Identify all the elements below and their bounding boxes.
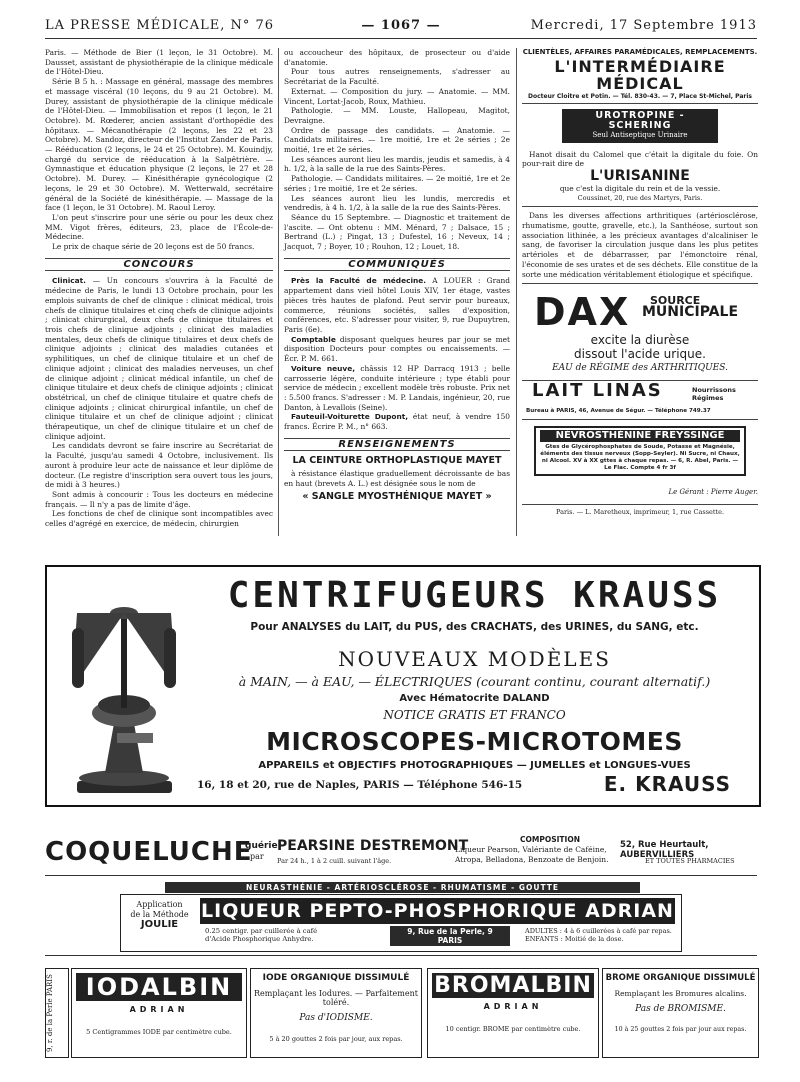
- iodalbin-name: IODALBIN: [76, 973, 242, 1001]
- ceinture-text: à résistance élastique graduellement décroissante de bas en haut (brevets A. L.) est désignée sous le nom de: [284, 469, 510, 488]
- ad-urisanine-address: Coussinet, 20, rue des Martyrs, Paris.: [577, 193, 703, 202]
- communique-text: A LOUER : Grand appartement dans vieil hôtel Louis XIV, 1er étage, vastes pièces très hautes de plafond. Peut servir pour bureaux, commerce, réunions sociétés, salles d'exposition, conférences, etc. S'adresser pour visiter, 9, rue Dupuytren, Paris (6e).: [284, 276, 510, 334]
- jury-line: Les séances auront lieu les lundis, mercredis et vendredis, à 4 h. 1/2, à la salle de la rue des Saints-Pères.: [284, 193, 510, 213]
- ad-intermediaire: [522, 48, 758, 104]
- bromalbin-adrian: ADRIAN: [483, 1002, 543, 1011]
- communique: [284, 412, 510, 431]
- brome-text: Remplaçant les Bromures alcalins.: [614, 989, 747, 998]
- column-1: [45, 48, 273, 529]
- ad-krauss: [45, 565, 761, 807]
- adrian-posology: [525, 927, 672, 943]
- ad-urotropine: [562, 109, 718, 142]
- coqueluche-product: PEARSINE DESTREMONT: [277, 838, 469, 854]
- communique-label: Voiture neuve,: [291, 363, 356, 373]
- coqueluche-pharmacies: ET TOUTES PHARMACIES: [645, 857, 735, 865]
- ad-urisanine: [522, 147, 758, 208]
- ad-dax-municipale: MUNICIPALE: [642, 304, 739, 321]
- journal-title: LA PRESSE MÉDICALE, N° 76: [45, 18, 275, 33]
- coqueluche-address: 52, Rue Heurtault, AUBERVILLIERS: [620, 840, 709, 860]
- jury-line: Pathologie. — Candidats militaires. — 2e moitié, 1re et 2e séries ; 1re moitié, 1re et 2e séries.: [284, 174, 510, 193]
- adrian-adultes: ADULTES : 4 à 6 cuillerées à café par repas.: [525, 927, 672, 935]
- iodalbin-box: [71, 968, 247, 1058]
- ad-lait-linas: [522, 381, 758, 420]
- communique: [284, 276, 510, 334]
- page-header: [45, 16, 757, 39]
- iode-title: IODE ORGANIQUE DISSIMULÉ: [262, 973, 410, 983]
- ad-dax-source: SOURCE: [650, 294, 701, 308]
- page-number: — 1067 —: [361, 18, 441, 33]
- paragraph: L'on peut s'inscrire pour une série ou pour les deux chez MM. Vigot frères, éditeurs, 23, place de l'École-de-Médecine.: [45, 212, 273, 242]
- ad-urotropine-title: UROTROPINE - SCHERING: [595, 110, 685, 132]
- clinicat-text: — Un concours s'ouvrira à la Faculté de médecine de Paris, le lundi 13 Octobre prochain, pour les emplois suivants de chef de clinique : clinicat médical, trois chefs de clinique titulaires et cinq chefs de clinique adjoints ; clinicat chirurgical, deux chefs de clinique titulaires et trois chefs de clinique adjoints ; clinicat des maladies mentales, deux chefs de clinique titulaires et deux chefs de clinique adjoints ; clinicat des maladies cutanées et syphilitiques, un chef de clinique titulaire et un chef de clinique adjoint ; clinicat des maladies nerveuses, un chef de clinique adjoint ; clinicat médical infantile, un chef de clinique titulaire et deux chefs de clinique adjoints ; clinicat obstétrical, un chef de clinique titulaire et quatre chefs de clinique adjoints ; clinicat chirurgical infantile, un chef de clinique titulaire et un chef de clinique adjoint ; clinicat thérapeutique, un chef de clinique titulaire et un chef de clinique adjoint.: [45, 276, 273, 441]
- ceinture-title: LA CEINTURE ORTHOPLASTIQUE MAYET: [292, 455, 502, 467]
- centrifuge-illustration: [57, 573, 187, 799]
- coqueluche-composition-1: Liqueur Pearson, Valériante de Caféine,: [455, 845, 607, 854]
- gerant: Le Gérant : Pierre Auger.: [522, 488, 758, 505]
- jury-line: Pathologie. — MM. Louste, Hallopeau, Magitot, Devraigne.: [284, 106, 510, 125]
- ad-urisanine-intro: Hanot disait du Calomel que c'était la digitale du foie. On pour-rait dire de: [522, 149, 758, 169]
- krauss-hematocrite: Avec Hématocrite DALAND: [399, 693, 550, 704]
- paragraph: Les fonctions de chef de clinique sont incompatibles avec celles d'agrégé en exercice, de médecin, chirurgien: [45, 509, 273, 529]
- issue-date: Mercredi, 17 Septembre 1913: [530, 18, 757, 33]
- ad-linas-side: Nourrissons Régimes: [692, 386, 736, 403]
- section-heading-concours: CONCOURS: [45, 258, 273, 272]
- krauss-address: 16, 18 et 20, rue de Naples, PARIS — Téléphone 546-15: [197, 779, 523, 791]
- paragraph: Série B 5 h. : Massage en général, massage des membres et massage viscéral (10 leçons, du 9 au 21 Octobre). M. Durey, assistant de physiothérapie de la clinique médicale de l'Hôtel-Dieu. — Immobilisation et repos (1 leçon, le 21 Octobre). M. Rœderer, ancien assistant d'orthopédie des hôpitaux. — Mécanothérapie (2 leçons, les 22 et 23 Octobre). M. Sandoz, directeur de l'Institut Zander de Paris. — Rééducation (2 leçons, le 24 et 25 Octobre). M. Kouindjy, chargé du service de rééducation à la Salpêtrière. — Gymnastique et éducation physique (2 leçons, le 27 et 28 Octobre). M. Durey. — Kinésithérapie gynécologique (2 leçons, le 29 et 30 Octobre). M. Wetterwald, secrétaire général de la Société de kinésithérapie. — Massage de la face (1 leçon, le 31 Octobre). M. Raoul Leroy.: [45, 77, 273, 213]
- ad-nevro-title: NÉVROSTHÉNINE FREYSSINGE: [540, 430, 740, 442]
- adrian-enfants: ENFANTS : Moitié de la dose.: [525, 935, 624, 943]
- ad-dax-line: dissout l'acide urique.: [574, 347, 706, 362]
- coqueluche-composition-2: Atropa, Belladona, Benzoate de Benjoin.: [455, 855, 609, 864]
- ad-dax-logo: DAX: [534, 290, 631, 335]
- paragraph: Pour tous autres renseignements, s'adresser au Secrétariat de la Faculté.: [284, 67, 510, 87]
- iodalbin-dose: 5 Centigrammes IODE par centimètre cube.: [86, 1028, 232, 1036]
- communique: [284, 364, 510, 413]
- section-heading-renseignements: RENSEIGNEMENTS: [284, 438, 510, 452]
- sangle-title: « SANGLE MYOSTHÉNIQUE MAYET »: [302, 490, 492, 502]
- ad-nevrosthenine: [534, 426, 746, 476]
- jury-line: Les séances auront lieu les mardis, jeudis et samedis, à 4 h. 1/2, à la salle de la rue des Saints-Pères.: [284, 154, 510, 174]
- jury-line: Ordre de passage des candidats. — Anatomie. — Candidats militaires. — 1re moitié, 1re et 2e séries ; 2e moitié, 1re et 2e séries.: [284, 125, 510, 155]
- coqueluche-composition-label: COMPOSITION: [520, 835, 580, 844]
- ad-linas-title: LAIT LINAS: [532, 380, 663, 402]
- communique-text: état neuf, à vendre 150 francs. Écrire P. M., n° 663.: [284, 412, 510, 432]
- adrian-joulie: JOULIE: [140, 919, 179, 930]
- krauss-nouveaux: NOUVEAUX MODÈLES: [338, 647, 611, 671]
- column-2: [284, 48, 510, 501]
- ad-iodalbin-bromalbin: [45, 962, 757, 1072]
- iode-posology: 5 à 20 gouttes 2 fois par jour, aux repas.: [269, 1035, 403, 1043]
- krauss-brand: E. KRAUSS: [603, 772, 731, 796]
- side-address: 9, r. de la Perle PARIS: [45, 968, 69, 1058]
- paragraph: Paris. — Méthode de Bier (1 leçon, le 31 Octobre). M. Dausset, assistant de physiothérapie de la clinique médicale de l'Hôtel-Dieu.: [45, 48, 273, 77]
- brome-posology: 10 à 25 gouttes 2 fois par jour aux repas.: [614, 1026, 747, 1033]
- iode-text: Remplaçant les Iodures. — Parfaitement toléré.: [254, 989, 418, 1007]
- ad-nevro-text: Gtes de Glycérophosphates de Soude, Potasse et Magnésie, éléments des tissus nerveux (Sopp-Seyler). Ni Sucre, ni Chaux, ni Alcool. XV à XX gttes à chaque repas. — 6, R. Abel, Paris. — Le Flac. Compte 4 fr 3f: [540, 443, 740, 471]
- paragraph-clinicat: [45, 276, 273, 441]
- column-divider: [278, 48, 279, 536]
- jury-line: Séance du 15 Septembre. — Diagnostic et traitement de l'ascite. — Ont obtenu : MM. Ménard, 7 ; Dalsace, 15 ; Bertrand (L.) ; Pingat, 13 ; Dufestel, 16 ; Neveux, 14 ; Jacquot, 7 ; Boyer, 10 ; Rouhon, 12 ; Louet, 18.: [284, 212, 510, 252]
- adrian-methode: de la Méthode: [130, 910, 189, 919]
- imprimeur: Paris. — L. Maretheux, imprimeur, 1, rue Cassette.: [555, 507, 725, 516]
- krauss-notice: NOTICE GRATIS ET FRANCO: [383, 708, 566, 722]
- ad-dax-regime: EAU de RÉGIME des ARTHRITIQUES.: [552, 363, 728, 374]
- adrian-dose-box: [205, 927, 317, 943]
- krauss-title: CENTRIFUGEURS KRAUSS: [227, 575, 722, 616]
- paragraph: Le prix de chaque série de 20 leçons est de 50 francs.: [52, 242, 255, 252]
- adrian-top: NEURASTHÉNIE - ARTÉRIOSCLÉROSE - RHUMATISME - GOUTTE: [165, 882, 640, 893]
- coqueluche-par: par: [250, 852, 264, 861]
- paragraph: Sont admis à concourir : Tous les docteurs en médecine français. — Il n'y a pas de limite d'âge.: [45, 489, 273, 509]
- ad-intermediaire-address: Docteur Cloitre et Potin. — Tél. 830-43. — 7, Place St-Michel, Paris: [527, 92, 752, 100]
- brome-note: Pas de BROMISME.: [635, 1004, 726, 1014]
- adrian-application-box: [127, 900, 192, 930]
- jury-line: Externat. — Composition du jury. — Anatomie. — MM. Vincent, Lortat-Jacob, Roux, Mathieu.: [284, 86, 510, 106]
- coqueluche-dose: Par 24 h., 1 à 2 cuill. suivant l'âge.: [277, 857, 392, 865]
- communique: [284, 335, 510, 364]
- krauss-microscopes: MICROSCOPES-MICROTOMES: [266, 727, 683, 756]
- adrian-dose-line: 0.25 centigr. par cuillerée à café: [205, 927, 318, 935]
- iodalbin-adrian: ADRIAN: [129, 1005, 189, 1014]
- brome-title: BROME ORGANIQUE DISSIMULÉ: [605, 973, 756, 983]
- adrian-address-box: [390, 926, 510, 946]
- coqueluche-title: COQUELUCHE: [45, 837, 253, 867]
- adrian-address-line: 9, Rue de la Perle, 9: [407, 927, 493, 936]
- iode-note: Pas d'IODISME.: [299, 1013, 373, 1023]
- ad-dax: [522, 292, 758, 381]
- coqueluche-guerie: guérie: [245, 841, 278, 851]
- communique-label: Fauteuil-Voiturette Dupont,: [291, 412, 409, 422]
- adrian-dose-line: d'Acide Phosphorique Anhydre.: [205, 935, 314, 943]
- ad-urisanine-text: que c'est la digitale du rein et de la vessie.: [559, 183, 721, 193]
- bromalbin-name: BROMALBIN: [432, 973, 594, 998]
- communique-label: Comptable: [291, 334, 336, 344]
- communique-text: châssis 12 HP Darracq 1913 ; belle carrosserie légère, conduite intérieure ; type établi pour service de médecin ; excellent modèle très robuste. Prix net : 5.500 francs. S'adresser : M. P. Landais, ingénieur, 20, rue Danton, à Levallois (Seine).: [284, 363, 510, 412]
- paragraph: ou accoucheur des hôpitaux, de prosecteur ou d'aide d'anatomie.: [284, 48, 510, 67]
- ad-santheose: Dans les diverses affections arthritiques (artériosclérose, rhumatisme, goutte, gravelle, etc.), la Santhéose, surtout son association lithinée, a les précieux avantages d'alcaliniser le sang, de favoriser la circulation jusque dans les plus petites artérioles et de débarrasser, par l'émonctoire rénal, l'économie de ses urates et de ses déchets. Elle constitue de la sorte une médication véritablement étiologique et spécifique.: [522, 207, 758, 284]
- ad-intermediaire-title: L'INTERMÉDIAIRE MÉDICAL: [554, 56, 726, 93]
- bromalbin-dose: 10 centigr. BROME par centimètre cube.: [445, 1025, 581, 1033]
- ad-dax-line: excite la diurèse: [590, 333, 690, 348]
- clinicat-label: Clinicat.: [52, 276, 86, 286]
- section-heading-communiques: COMMUNIQUÉS: [284, 258, 510, 272]
- brome-box: [602, 968, 759, 1058]
- adrian-title: LIQUEUR PEPTO-PHOSPHORIQUE ADRIAN: [201, 900, 674, 922]
- ad-intermediaire-top: CLIENTÈLES, AFFAIRES PARAMÉDICALES, REMPLACEMENTS.: [522, 48, 758, 56]
- adrian-application: Application: [136, 900, 183, 909]
- bromalbin-box: [427, 968, 599, 1058]
- ad-urotropine-sub: Seul Antiseptique Urinaire: [592, 130, 688, 139]
- ad-urisanine-name: L'URISANINE: [590, 167, 690, 184]
- krauss-modes: à MAIN, — à EAU, — ÉLECTRIQUES (courant continu, courant alternatif.): [238, 674, 711, 689]
- communique-label: Près la Faculté de médecine.: [291, 276, 427, 286]
- communique-text: disposant quelques heures par jour se met disposition Docteurs pour comptes ou encaissements. — Écr. P. M. 661.: [284, 334, 510, 364]
- ad-coqueluche: [45, 815, 757, 876]
- krauss-subtitle: Pour ANALYSES du LAIT, du PUS, des CRACHATS, des URINES, du SANG, etc.: [250, 621, 699, 633]
- ad-linas-address: Bureau à PARIS, 46, Avenue de Ségur. — Téléphone 749.37: [526, 408, 711, 415]
- adrian-address-line: PARIS: [437, 936, 463, 945]
- ad-liqueur-adrian: [45, 880, 757, 956]
- column-3-ads: [522, 48, 758, 517]
- krauss-appareils: APPAREILS et OBJECTIFS PHOTOGRAPHIQUES — JUMELLES et LONGUES-VUES: [258, 760, 691, 771]
- paragraph: Les candidats devront se faire inscrire au Secrétariat de la Faculté, jusqu'au samedi 4 Octobre, inclusivement. Ils auront à produire leur acte de naissance et leur diplôme de docteur. (Le registre d'inscription sera ouvert tous les jours, de midi à 3 heures.): [45, 441, 273, 490]
- iode-box: [250, 968, 422, 1058]
- column-divider: [516, 48, 517, 536]
